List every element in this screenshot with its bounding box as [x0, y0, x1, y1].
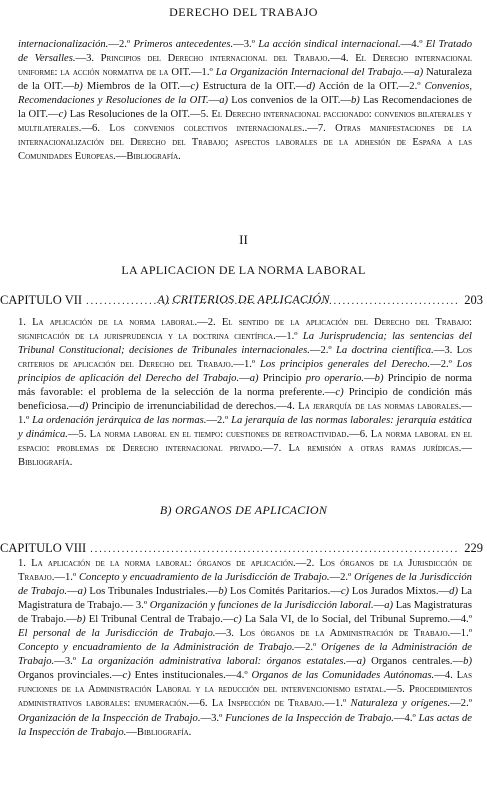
- text-run: La Sala VI, de lo Social, del Tribunal Supremo.—4.º: [241, 614, 472, 626]
- chapter-contents-paragraph: [18, 557, 472, 740]
- text-run: Los Jurados Mixtos.—: [349, 586, 450, 598]
- text-run: Funciones de la Inspección de Trabajo.: [225, 712, 394, 724]
- text-run: pro operario.: [305, 373, 365, 385]
- text-run: —2.º: [108, 39, 134, 50]
- text-run: Las Resoluciones de la OIT.: [66, 109, 191, 121]
- text-run: a): [384, 600, 394, 612]
- text-run: —3.º: [200, 712, 226, 724]
- text-run: Acción de la OIT.—2.º: [315, 81, 425, 93]
- text-run: Principio de irrenunciabilidad de derechos.: [88, 401, 277, 413]
- text-run: —3. Los órganos de la Administración de Trabajo.: [215, 628, 451, 640]
- text-run: a): [249, 373, 259, 385]
- text-run: Naturaleza de la OIT.—: [18, 67, 472, 93]
- text-run: —: [67, 586, 78, 598]
- text-run: —: [364, 373, 375, 385]
- text-run: 1. La aplicación de la norma laboral.—2. El sentido de la aplicación del Derecho del Trabajo: significación de la jurisprudencia y la doctrina científica.: [18, 317, 472, 343]
- text-run: —1.º: [54, 572, 79, 584]
- chapter-label: CAPITULO VII: [0, 293, 83, 307]
- text-run: d): [79, 401, 89, 413]
- text-run: —3. Principios del Derecho internacional del Trabajo.—4. El Derecho internacional uniforme: la acción normativa de la OIT.: [18, 53, 472, 79]
- text-run: —: [403, 67, 415, 79]
- text-run: a): [356, 656, 366, 668]
- text-run: —2.º: [450, 698, 472, 710]
- text-run: Organización y funciones de la Jurisdicción laboral.: [149, 600, 374, 612]
- text-run: Organización de la Inspección de Trabajo.: [18, 712, 201, 724]
- text-run: Organos de las Comunidades Autónomas.: [251, 670, 435, 682]
- text-run: —4. Las funciones de la Administración Laboral y la reducción del intervencionismo estatal.—5. Procedimientos administrativos laborales: enumeración.—6. La Inspección de Trabajo.: [18, 670, 473, 710]
- text-run: —: [208, 95, 220, 107]
- text-run: —2.º: [309, 345, 337, 357]
- text-run: d): [306, 81, 316, 93]
- text-run: Orígenes de la Jurisdicción de Trabajo.: [18, 572, 472, 598]
- page-number: 229: [464, 541, 483, 555]
- text-run: c): [233, 614, 242, 626]
- text-run: La Organización Internacional del Trabajo.: [215, 67, 404, 79]
- text-run: Los Comités Paritarios.—: [227, 586, 341, 598]
- text-run: b): [350, 95, 360, 107]
- text-run: El Tratado de Versalles.: [18, 39, 472, 65]
- leader-dots: [90, 544, 460, 555]
- text-run: La jerarquía de las normas laborales: jerarquía estática y dinámica.: [18, 415, 472, 441]
- text-run: Entes institucionales.—4.º: [130, 670, 252, 682]
- text-run: c): [58, 109, 67, 121]
- chapter-contents-paragraph: [18, 38, 472, 164]
- text-run: a): [414, 67, 424, 79]
- leader-dots: [86, 296, 460, 307]
- text-run: Principio de norma más favorable: el problema de la selección de la norma preferente.—: [18, 373, 473, 399]
- text-run: —: [373, 600, 385, 612]
- text-run: La organización administrativa laboral: órganos estatales.: [81, 656, 347, 668]
- text-run: Miembros de la OIT.—: [82, 81, 191, 93]
- text-run: Orígenes de la Administración de Trabajo.: [18, 642, 472, 668]
- text-run: Estructura de la OIT.—: [198, 81, 307, 93]
- text-run: —2.º: [430, 359, 457, 371]
- section-heading-a: A) CRITERIOS DE APLICACIÓN: [157, 292, 330, 306]
- text-run: Naturaleza y orígenes.: [350, 698, 451, 710]
- text-run: —3.º: [54, 656, 82, 668]
- text-run: Concepto y encuadramiento de la Jurisdicción de Trabajo.: [78, 572, 330, 584]
- text-run: c): [122, 670, 131, 682]
- text-run: Las actas de la Inspección de Trabajo.: [18, 712, 472, 738]
- toc-entry-chapter-8: [0, 541, 483, 556]
- text-run: —5. La norma laboral en el tiempo: cuestiones de retroactividad.—6. La norma laboral en el espacio: problemas de Derecho internacional privado.—7. La remisión a otras ramas jurídicas.—Bibliografía.: [18, 429, 472, 469]
- text-run: Las Magistraturas de Trabajo.—: [18, 600, 472, 626]
- text-run: a): [219, 95, 229, 107]
- text-run: —3.º: [233, 39, 259, 50]
- text-run: Las Recomendaciones de la OIT.—: [18, 95, 472, 121]
- text-run: La Jurisprudencia; las sentencias del Tribunal Constitucional; decisiones de Tribunales internacionales.: [18, 331, 472, 357]
- text-run: b): [374, 373, 384, 385]
- text-run: —1.º: [233, 359, 260, 371]
- text-run: Los principios generales del Derecho.: [259, 359, 431, 371]
- text-run: —2.º: [329, 572, 355, 584]
- text-run: —1.º: [190, 67, 216, 79]
- text-run: —4. La jerarquía de las normas laborales.: [276, 401, 462, 413]
- running-header: DERECHO DEL TRABAJO: [169, 5, 318, 19]
- text-run: —: [346, 656, 357, 668]
- text-run: Principio: [258, 373, 306, 385]
- text-run: —3. Los criterios de aplicación del Derecho del Trabajo.: [18, 345, 472, 371]
- text-run: 1. La aplicación de la norma laboral: órganos de aplicación.—2. Los órganos de la Jurisdicción de Trabajo.: [18, 558, 472, 584]
- text-run: El Tribunal Central de Trabajo.—: [85, 614, 234, 626]
- text-run: Convenios, Recomendaciones y Resoluciones de la OIT.: [18, 81, 472, 107]
- text-run: Concepto y encuadramiento de la Administración de Trabajo.: [18, 642, 295, 654]
- text-run: Primeros antecedentes.: [133, 39, 234, 50]
- text-run: Los Tribunales Industriales.—: [86, 586, 219, 598]
- text-run: b): [463, 656, 472, 668]
- text-run: —1.º: [18, 401, 472, 427]
- text-run: c): [340, 586, 350, 598]
- text-run: —1.º: [324, 698, 351, 710]
- text-run: b): [73, 81, 83, 93]
- toc-entry-chapter-7: [0, 293, 483, 308]
- section-heading-b: B) ORGANOS DE APLICACION: [159, 503, 328, 517]
- page-number: 203: [464, 293, 483, 307]
- text-run: Los principios de aplicación del Derecho del Trabajo.: [18, 359, 472, 385]
- part-number: II: [239, 232, 248, 247]
- text-run: —1.º: [450, 628, 472, 640]
- text-run: La acción sindical internacional.: [258, 39, 401, 50]
- text-run: b): [218, 586, 228, 598]
- text-run: c): [190, 81, 199, 93]
- text-run: Organos centrales.—: [365, 656, 464, 668]
- text-run: La doctrina científica.: [336, 345, 434, 357]
- text-run: —5. El Derecho internacional paccionado: convenios bilaterales y multilaterales.—6. Los convenios colectivos internacionales..—7. Otras manifestaciones de la internacionalización del Derecho del Trabajo; aspectos laborales de la adhesión de España a las Comunidades Europeas.—Bibliografía.: [18, 109, 472, 163]
- text-run: La ordenación jerárquica de las normas.: [32, 415, 207, 427]
- text-run: a): [77, 586, 87, 598]
- text-run: Los convenios de la OIT.—: [228, 95, 351, 107]
- text-run: —1.º: [275, 331, 303, 343]
- text-run: —2.º: [206, 415, 232, 427]
- text-run: El personal de la Jurisdicción de Trabajo.: [18, 628, 216, 640]
- chapter-contents-paragraph: [18, 316, 472, 471]
- text-run: —: [239, 373, 250, 385]
- text-run: Organos provinciales.—: [18, 670, 123, 682]
- chapter-label: CAPITULO VIII: [0, 541, 87, 555]
- text-run: internacionalización.: [18, 39, 109, 50]
- text-run: b): [76, 614, 86, 626]
- part-title: LA APLICACION DE LA NORMA LABORAL: [121, 263, 366, 277]
- text-run: La Magistratura de Trabajo.— 3.º: [18, 586, 473, 612]
- text-run: —4.º: [400, 39, 426, 50]
- text-run: —2.º: [294, 642, 322, 654]
- text-run: d): [449, 586, 458, 598]
- text-run: c): [335, 387, 344, 399]
- text-run: —Bibliografía.: [126, 726, 192, 738]
- text-run: —4.º: [393, 712, 419, 724]
- text-run: Principio de condición más beneficiosa.—: [18, 387, 473, 413]
